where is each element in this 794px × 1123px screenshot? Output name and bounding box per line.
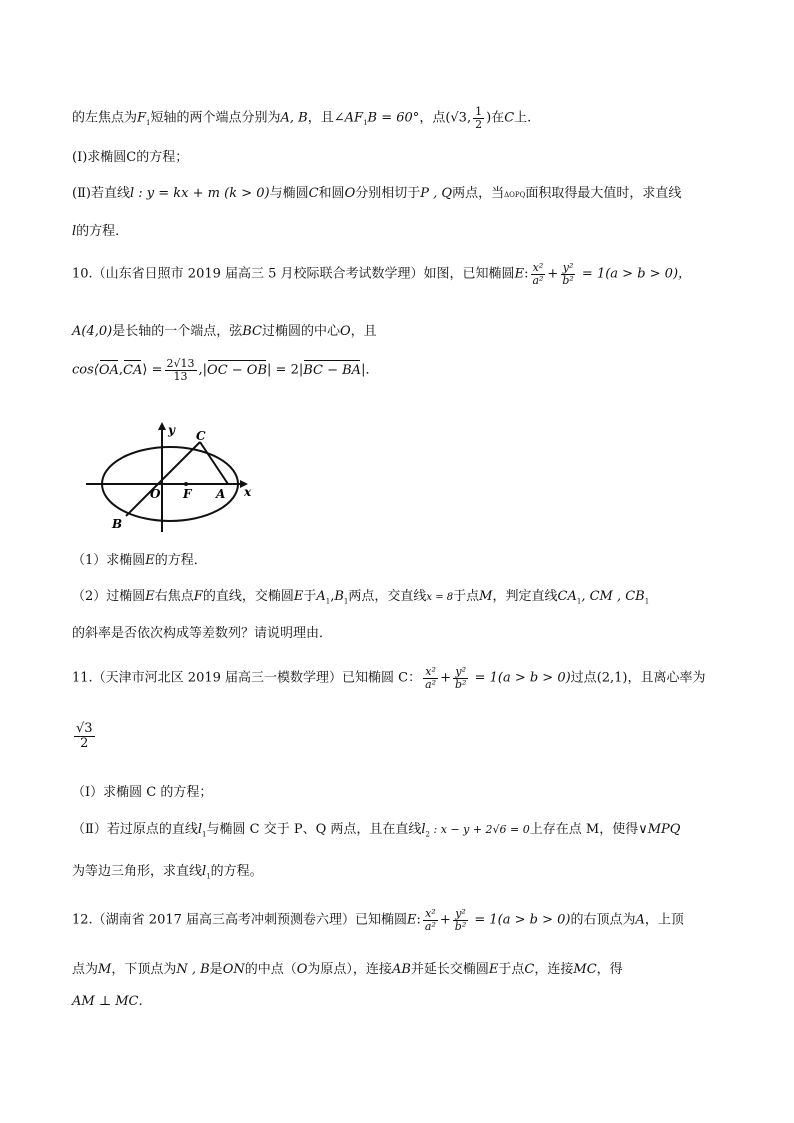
- text: 分别相切于: [355, 186, 421, 201]
- text: ，且离心率为: [627, 670, 706, 686]
- problem-source: 10.（山东省日照市 2019 届高三 5 月校际联合考试数学理）如图，已知椭圆: [72, 266, 515, 282]
- numerator: y²: [455, 907, 466, 920]
- math-E: E: [488, 962, 499, 977]
- fraction-cos-value: [165, 358, 197, 382]
- text: 的中点（: [244, 962, 297, 977]
- punct: ．: [365, 362, 379, 378]
- math-l1: l: [197, 822, 203, 837]
- math-l: l: [72, 224, 77, 239]
- math-AB: AB: [391, 962, 411, 977]
- denominator: b²: [454, 677, 467, 691]
- text: ，上顶: [644, 912, 684, 928]
- fraction-x2a2: [423, 666, 438, 690]
- subscript: 1: [576, 597, 582, 606]
- math-eq: ⟩ =: [142, 362, 163, 378]
- problem12-head: 12.（湖南省 2017 届高三高考冲刺预测卷六理）已知椭圆E: $\frac{\text{x²}}{\text{a²}}$ + $\frac{\text{y²}}{\text{b²}}$ = 1(a > b > 0)的右顶点为A，上顶: [72, 907, 684, 933]
- math-A: A: [635, 912, 645, 928]
- label-A: A: [216, 487, 226, 501]
- y-axis-arrow: [158, 422, 166, 430]
- punct: ,: [330, 589, 335, 604]
- problem12-line3: [72, 994, 143, 1009]
- math-E: E: [514, 266, 525, 282]
- text: 面积取得最大值时，求直线: [525, 186, 682, 201]
- problem11-q1: （Ⅰ）求椭圆 C 的方程；: [72, 785, 213, 800]
- text: （1）求椭圆: [72, 553, 146, 568]
- math-O: O: [344, 186, 356, 201]
- math-condition: = 1(a > b > 0): [470, 670, 571, 686]
- label-y: y: [168, 423, 175, 437]
- problem11-eccentricity: [72, 722, 97, 750]
- math-CM-CB1: , CM , CB: [581, 589, 645, 604]
- denominator: a²: [424, 919, 436, 933]
- text: ，且: [350, 324, 377, 339]
- text: ，下顶点为: [111, 962, 177, 977]
- focus-point: [184, 482, 188, 486]
- text: 的右顶点为: [570, 912, 636, 928]
- text: 的直线，交椭圆: [202, 589, 294, 604]
- text: （2）过椭圆: [72, 589, 146, 604]
- text: ，且: [307, 110, 334, 126]
- problem-source: 12.（湖南省 2017 届高三高考冲刺预测卷六理）已知椭圆: [72, 912, 408, 928]
- text: 在: [491, 110, 505, 126]
- text: ，判定直线: [492, 589, 558, 604]
- problem9-q2: [72, 182, 681, 201]
- math-C: C: [308, 186, 319, 201]
- subscript: 1: [206, 872, 211, 881]
- numerator: y²: [562, 261, 574, 274]
- fraction-x2a2: [530, 262, 545, 286]
- math-condition: = 1(a > b > 0)，: [577, 266, 692, 282]
- text: 于点: [453, 589, 480, 604]
- numerator: √3: [76, 721, 93, 736]
- subscript: 1: [325, 597, 331, 606]
- math-point: (2,1): [596, 670, 628, 686]
- problem11-head: 11.（天津市河北区 2019 届高三一模数学理）已知椭圆 C： $\frac{\text{x²}}{\text{a²}}$ + $\frac{\text{y²}}{\text{b²}}$ = 1(a > b > 0)过点(2,1)，且离心率为: [72, 665, 706, 691]
- problem11-q2: [72, 818, 680, 839]
- subscript: 1: [202, 830, 207, 839]
- fraction-y2b2: [453, 666, 468, 690]
- math-M: M: [98, 962, 112, 977]
- text: 于点: [498, 962, 525, 977]
- numerator: y²: [455, 665, 467, 678]
- text: 与椭圆: [269, 186, 309, 201]
- math-point: (√3,: [445, 110, 472, 126]
- math-angle: ∠AF: [333, 110, 364, 126]
- math-point-close: ): [486, 110, 492, 126]
- segment-CA: [200, 442, 228, 484]
- math-line-eq: : y = kx + m (k > 0): [134, 186, 270, 201]
- math-F: F: [137, 110, 147, 126]
- math-line-eq: : x − y + 2√6 = 0: [430, 823, 530, 836]
- vector-CA: CA: [123, 362, 143, 378]
- math-NB: N , B: [176, 962, 210, 977]
- fraction-y2b2: [453, 908, 468, 932]
- problem10-line3: cos⟨OA,CA⟩ = $\frac{2√13}{13}$ ,|OC − OB| = 2|BC − BA|．: [72, 357, 379, 383]
- problem12-line2: [72, 958, 623, 977]
- problem10-q2: [72, 585, 649, 606]
- text: （Ⅱ）若过原点的直线: [72, 822, 198, 837]
- math-C: C: [504, 110, 515, 126]
- math-l2: l: [421, 822, 426, 837]
- text: 的方程.: [76, 224, 120, 239]
- numerator: 2√13: [166, 357, 195, 370]
- math-F: F: [193, 589, 203, 604]
- text: 过点: [570, 670, 597, 686]
- numerator: x²: [425, 665, 436, 678]
- math-l: l: [129, 186, 135, 201]
- subscript: 1: [363, 119, 368, 128]
- math-ON: ON: [222, 962, 245, 977]
- math-E: E: [293, 589, 304, 604]
- subscript: 1: [644, 597, 650, 606]
- denominator: b²: [562, 273, 574, 287]
- math-AB: A, B: [280, 110, 308, 126]
- problem-source: 11.（天津市河北区 2019 届高三一模数学理）已知椭圆 C：: [72, 670, 422, 686]
- denominator: 2: [475, 117, 483, 131]
- text: 上存在点 M，使得: [529, 822, 639, 837]
- problem9-q1: (Ⅰ)求椭圆C的方程；: [72, 150, 189, 165]
- fraction-x2a2: [423, 908, 438, 932]
- text: (Ⅱ)若直线: [72, 186, 130, 201]
- math-BC: BC: [242, 324, 262, 339]
- math-E: E: [145, 553, 155, 568]
- label-F: F: [183, 487, 192, 501]
- text: 两点，当: [452, 186, 505, 201]
- math-C: C: [524, 962, 535, 977]
- label-B: B: [112, 517, 123, 531]
- problem10-q2-cont: 的斜率是否依次构成等差数列？请说明理由．: [72, 626, 333, 641]
- text: 并延长交椭圆: [410, 962, 489, 977]
- vector-diff-1: OC − OB: [207, 362, 268, 378]
- math-triangle: ∨MPQ: [638, 822, 681, 837]
- denominator: a²: [532, 273, 544, 287]
- math-eq: = 2: [271, 362, 299, 378]
- math-CA1: CA: [557, 589, 577, 604]
- math-O: O: [340, 324, 351, 339]
- numerator: x²: [532, 261, 544, 274]
- denominator: b²: [454, 919, 467, 933]
- math-triangle: ΔOPQ: [504, 191, 526, 199]
- text: 于: [303, 589, 317, 604]
- vector-OA: OA: [98, 362, 119, 378]
- text: ，点: [419, 110, 446, 126]
- fraction-y2b2: [560, 262, 575, 286]
- text: 为等边三角形，求直线: [72, 864, 203, 879]
- text: 和圆: [318, 186, 345, 201]
- math-MC: MC: [573, 962, 597, 977]
- denominator: 2: [80, 735, 89, 751]
- math-B1: B: [334, 589, 344, 604]
- text: 的左焦点为: [72, 110, 138, 126]
- math-angle-value: B = 60°: [367, 110, 420, 126]
- text: 右焦点: [154, 589, 194, 604]
- math-x8: x = 8: [426, 592, 454, 603]
- problem10-line2: [72, 320, 377, 339]
- subscript: 1: [146, 119, 151, 128]
- math-condition: = 1(a > b > 0): [470, 912, 571, 928]
- math-E: E: [145, 589, 155, 604]
- label-C: C: [196, 429, 206, 443]
- text: 为原点），连接: [307, 962, 392, 977]
- ellipse-diagram: [86, 420, 266, 532]
- problem10-head: 10.（山东省日照市 2019 届高三 5 月校际联合考试数学理）如图，已知椭圆E: $\frac{\text{x²}}{\text{a²}}$ + $\frac{\text{y²}}{\text{b²}}$ = 1(a > b > 0)，: [72, 261, 692, 287]
- math-PQ: P , Q: [420, 186, 453, 201]
- numerator: 1: [475, 105, 483, 118]
- math-M: M: [479, 589, 493, 604]
- text: 过椭圆的中心: [261, 324, 340, 339]
- vector-diff-2: BC − BA: [303, 362, 362, 378]
- text: 是: [209, 962, 223, 977]
- math-cos: cos⟨: [72, 362, 99, 378]
- punct: .: [138, 994, 143, 1009]
- denominator: a²: [425, 677, 437, 691]
- subscript: 1: [343, 597, 349, 606]
- problem9-line1: [72, 106, 531, 130]
- text: 两点，交直线: [348, 589, 427, 604]
- denominator: 13: [173, 369, 188, 383]
- text: 的方程．: [154, 553, 207, 568]
- math-perpendicular: AM ⊥ MC: [72, 994, 139, 1009]
- text: ，连接: [534, 962, 574, 977]
- math-A1: A: [316, 589, 326, 604]
- math-point-A: A(4,0): [72, 324, 113, 339]
- label-O: O: [150, 487, 161, 501]
- subscript: 2: [425, 830, 431, 839]
- math-O: O: [296, 962, 308, 977]
- fraction-half: [473, 106, 484, 130]
- text: 是长轴的一个端点，弦: [112, 324, 243, 339]
- problem9-q2-cont: [72, 220, 119, 239]
- text: ，得: [596, 962, 623, 977]
- problem11-q2-cont: [72, 860, 263, 881]
- math-E: E: [407, 912, 417, 928]
- math-l1: l: [202, 864, 207, 879]
- fraction-eccentricity: [74, 722, 95, 750]
- label-x: x: [244, 485, 252, 499]
- text: 点为: [72, 962, 99, 977]
- numerator: x²: [425, 907, 436, 920]
- text: 的方程。: [210, 864, 263, 879]
- problem10-q1: [72, 549, 207, 568]
- text: 上.: [514, 110, 532, 126]
- text: 与椭圆 C 交于 P、Q 两点，且在直线: [206, 822, 422, 837]
- text: 短轴的两个端点分别为: [150, 110, 281, 126]
